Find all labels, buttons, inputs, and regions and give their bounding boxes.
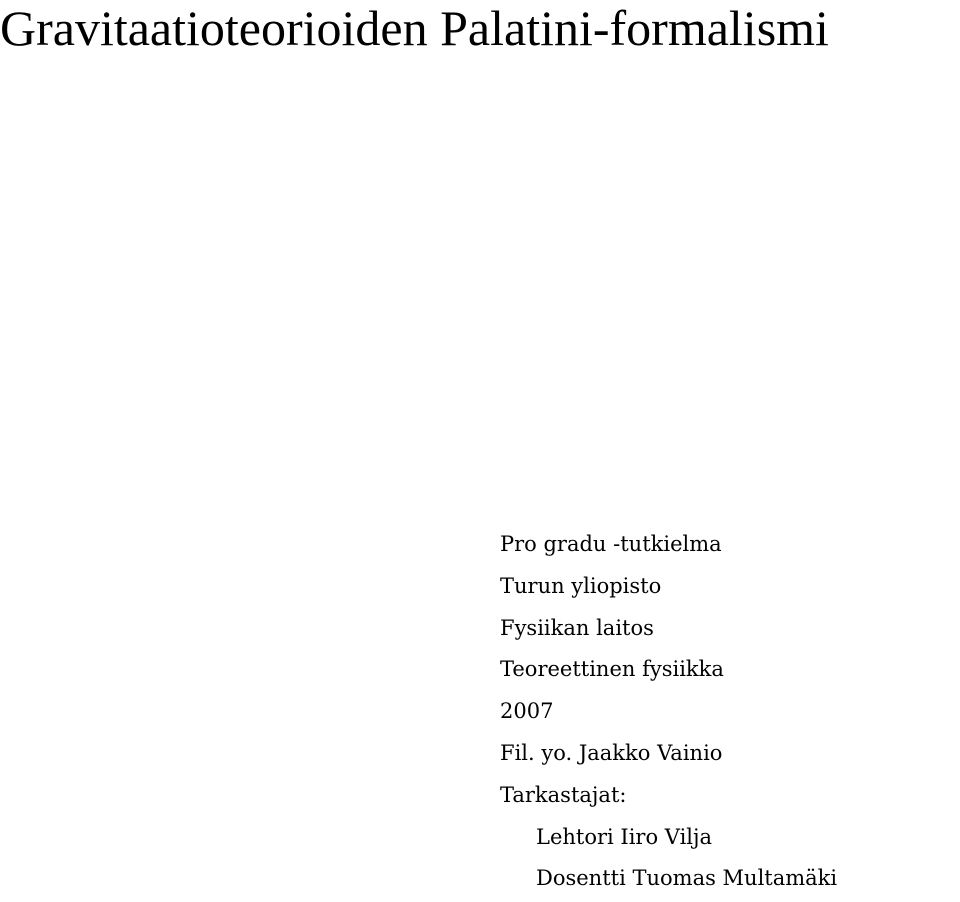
author: Fil. yo. Jaakko Vainio	[500, 740, 723, 765]
examiner-1: Lehtori Iiro Vilja	[536, 824, 713, 849]
department: Fysiikan laitos	[500, 615, 654, 640]
year: 2007	[500, 699, 554, 724]
examiner-2: Dosentti Tuomas Multamäki	[536, 866, 838, 891]
university: Turun yliopisto	[500, 573, 662, 598]
thesis-info-block	[500, 526, 837, 902]
thesis-type: Pro gradu -tutkielma	[500, 532, 722, 556]
examiners-heading: Tarkastajat:	[500, 782, 627, 807]
subject: Teoreettinen fysiikka	[500, 657, 724, 682]
document-title: Gravitaatioteorioiden Palatini-formalismi	[0, 0, 829, 56]
